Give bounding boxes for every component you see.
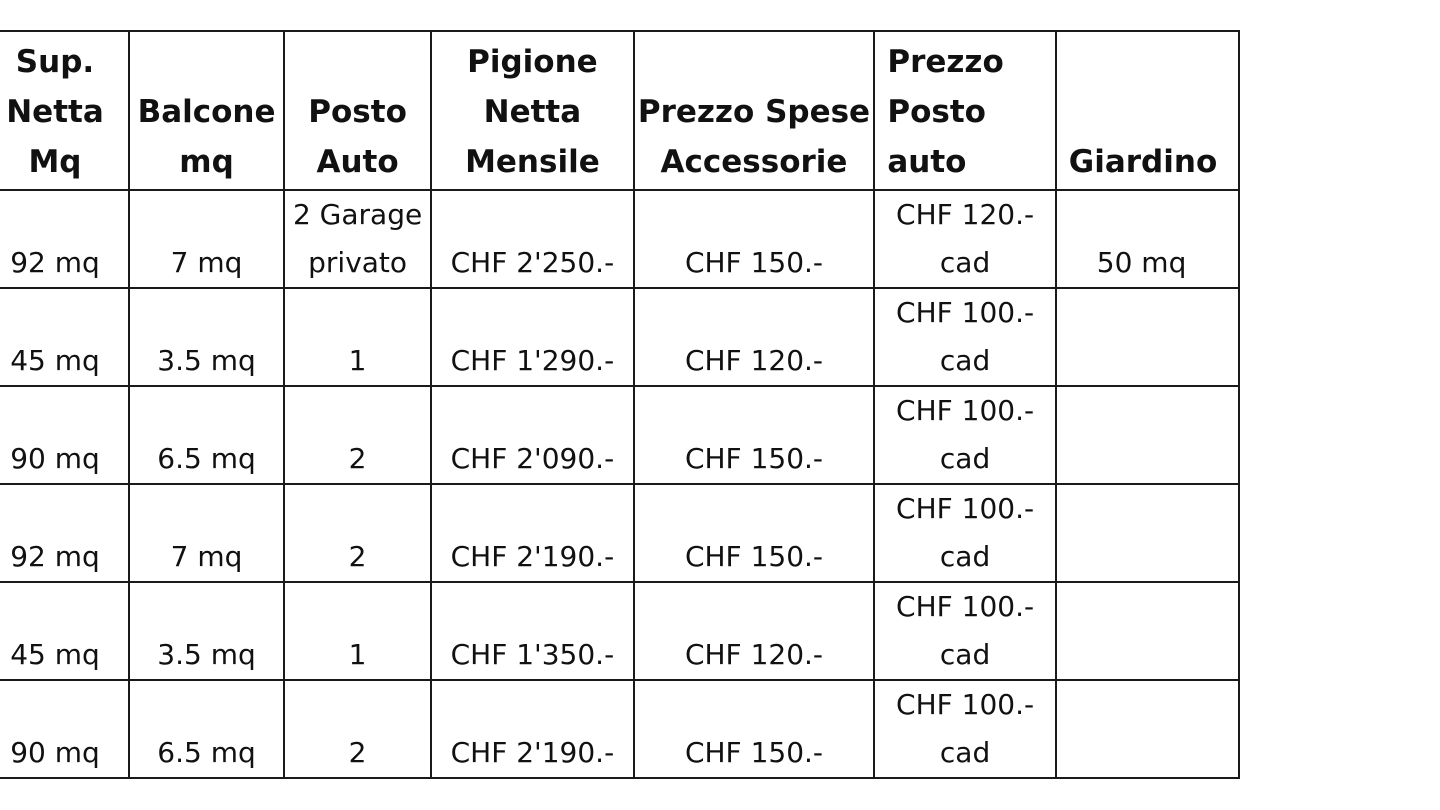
cell-balcone: 3.5 mq [129, 288, 284, 386]
cell-prezzo-posto: CHF 100.- cad [874, 288, 1055, 386]
cell-sup: 90 mq [0, 680, 129, 778]
cell-balcone: 3.5 mq [129, 582, 284, 680]
cell-balcone: 6.5 mq [129, 680, 284, 778]
table-row [0, 484, 1239, 582]
cell-prezzo-posto: CHF 100.- cad [874, 484, 1055, 582]
header-row [0, 31, 1239, 190]
header-spese: Prezzo Spese Accessorie [634, 31, 875, 190]
cell-giardino [1056, 582, 1239, 680]
header-prezzo-posto-auto: Prezzo Posto auto [874, 31, 1055, 190]
cell-giardino [1056, 386, 1239, 484]
rent-table [0, 30, 1240, 779]
cell-posto: 1 [284, 582, 431, 680]
table-row [0, 386, 1239, 484]
cell-prezzo-posto: CHF 100.- cad [874, 680, 1055, 778]
cell-posto: 1 [284, 288, 431, 386]
table-row [0, 288, 1239, 386]
cell-prezzo-posto: CHF 120.- cad [874, 190, 1055, 288]
cell-balcone: 7 mq [129, 190, 284, 288]
cell-giardino [1056, 680, 1239, 778]
header-balcone: Balcone mq [129, 31, 284, 190]
cell-sup: 90 mq [0, 386, 129, 484]
header-giardino: Giardino [1056, 31, 1239, 190]
cell-posto: 2 Garage privato [284, 190, 431, 288]
cell-balcone: 7 mq [129, 484, 284, 582]
cell-posto: 2 [284, 386, 431, 484]
cell-sup: 92 mq [0, 484, 129, 582]
cell-spese: CHF 120.- [634, 288, 875, 386]
cell-pigione: CHF 1'290.- [431, 288, 633, 386]
cell-spese: CHF 150.- [634, 680, 875, 778]
cell-pigione: CHF 2'190.- [431, 680, 633, 778]
cell-giardino: 50 mq [1056, 190, 1239, 288]
cell-spese: CHF 150.- [634, 386, 875, 484]
cell-sup: 45 mq [0, 288, 129, 386]
cell-prezzo-posto: CHF 100.- cad [874, 386, 1055, 484]
cell-spese: CHF 150.- [634, 190, 875, 288]
header-posto-auto: Posto Auto [284, 31, 431, 190]
cell-spese: CHF 150.- [634, 484, 875, 582]
cell-giardino [1056, 484, 1239, 582]
cell-sup: 45 mq [0, 582, 129, 680]
cell-posto: 2 [284, 484, 431, 582]
table-row [0, 680, 1239, 778]
cell-pigione: CHF 2'090.- [431, 386, 633, 484]
table-row [0, 190, 1239, 288]
cell-spese: CHF 120.- [634, 582, 875, 680]
cell-balcone: 6.5 mq [129, 386, 284, 484]
cell-pigione: CHF 1'350.- [431, 582, 633, 680]
cell-prezzo-posto: CHF 100.- cad [874, 582, 1055, 680]
cell-pigione: CHF 2'250.- [431, 190, 633, 288]
header-pigione: Pigione Netta Mensile [431, 31, 633, 190]
cell-sup: 92 mq [0, 190, 129, 288]
cell-giardino [1056, 288, 1239, 386]
header-sup-netta: Sup. Netta Mq [0, 31, 129, 190]
table-row [0, 582, 1239, 680]
cell-posto: 2 [284, 680, 431, 778]
cell-pigione: CHF 2'190.- [431, 484, 633, 582]
